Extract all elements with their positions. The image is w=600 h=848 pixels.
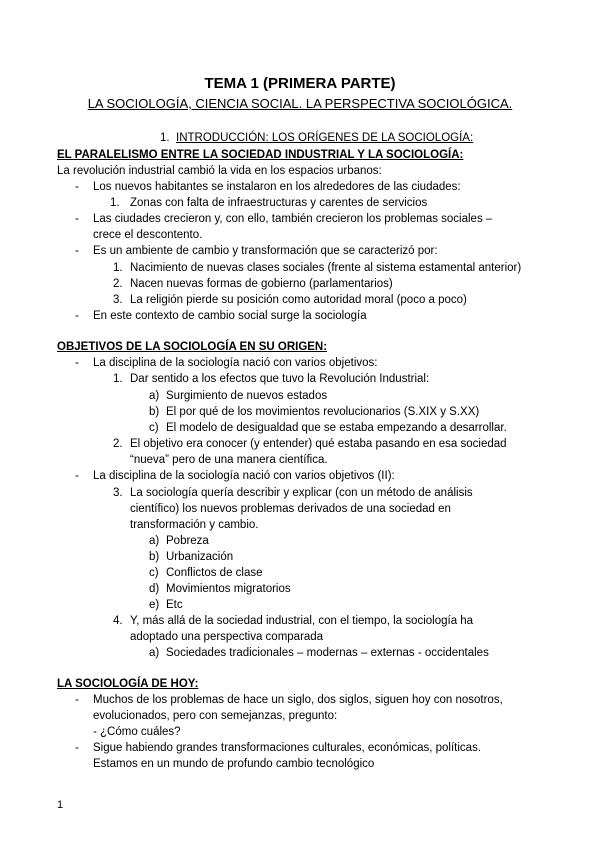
bullet-dash: - xyxy=(75,310,79,322)
bullet-dash: - xyxy=(75,470,79,482)
list-number: 3. xyxy=(113,294,123,306)
list-item: Sociedades tradicionales – modernas – externas - occidentales xyxy=(166,647,489,659)
section-number: 1. xyxy=(160,132,170,144)
list-letter: d) xyxy=(149,583,160,595)
bullet-dash: - xyxy=(75,742,79,754)
list-item: Movimientos migratorios xyxy=(166,583,291,595)
list-number: 3. xyxy=(113,487,123,499)
bullet-dash: - xyxy=(75,213,79,225)
list-item-continued: adoptado una perspectiva comparada xyxy=(130,631,324,643)
list-item-continued: evolucionados, pero con semejanzas, pregunto: xyxy=(93,710,338,722)
list-item: Nacimiento de nuevas clases sociales (frente al sistema estamental anterior) xyxy=(130,262,522,274)
list-letter: a) xyxy=(149,647,160,659)
list-number: 4. xyxy=(113,615,123,627)
document-subtitle: LA SOCIOLOGÍA, CIENCIA SOCIAL. LA PERSPECTIVA SOCIOLÓGICA. xyxy=(87,96,513,111)
list-item-continued: Estamos en un mundo de profundo cambio tecnológico xyxy=(93,758,375,770)
list-letter: b) xyxy=(149,551,160,563)
list-number: 1. xyxy=(113,262,123,274)
list-item-continued: crece el descontento. xyxy=(93,229,203,241)
list-item: Pobreza xyxy=(166,535,209,547)
list-item-continued: científico) los nuevos problemas derivados de una sociedad en xyxy=(130,503,451,515)
bullet-dash: - xyxy=(75,245,79,257)
list-item: Surgimiento de nuevos estados xyxy=(166,390,328,402)
bullet-dash: - xyxy=(75,357,79,369)
list-number: 1. xyxy=(113,373,123,385)
list-item-continued: transformación y cambio. xyxy=(130,519,259,531)
list-item: La sociología quería describir y explicar (con un método de análisis xyxy=(130,487,473,499)
list-number: 2. xyxy=(113,278,123,290)
list-letter: c) xyxy=(149,422,159,434)
heading-sociologia-hoy: LA SOCIOLOGÍA DE HOY: xyxy=(57,678,199,690)
list-item: Nacen nuevas formas de gobierno (parlamentarios) xyxy=(130,278,393,290)
bullet-dash: - xyxy=(75,181,79,193)
list-letter: b) xyxy=(149,406,160,418)
list-item-continued: - ¿Cómo cuáles? xyxy=(93,726,181,738)
list-item: El por qué de los movimientos revolucionarios (S.XIX y S.XX) xyxy=(166,406,480,418)
list-item: El objetivo era conocer (y entender) qué estaba pasando en esa sociedad xyxy=(130,438,507,450)
list-item: Dar sentido a los efectos que tuvo la Revolución Industrial: xyxy=(130,373,430,385)
list-number: 2. xyxy=(113,438,123,450)
list-item: Sigue habiendo grandes transformaciones culturales, económicas, políticas. xyxy=(93,742,482,754)
list-letter: c) xyxy=(149,567,159,579)
bullet-dash: - xyxy=(75,694,79,706)
document-title: TEMA 1 (PRIMERA PARTE) xyxy=(204,75,396,92)
heading-objetivos: OBJETIVOS DE LA SOCIOLOGÍA EN SU ORIGEN: xyxy=(57,341,328,353)
list-letter: a) xyxy=(149,390,160,402)
page-number: 1 xyxy=(57,799,64,811)
list-number: 1. xyxy=(110,197,120,209)
list-item-continued: “nueva” pero de una manera científica. xyxy=(130,454,328,466)
section-title: INTRODUCCIÓN: LOS ORÍGENES DE LA SOCIOLOGÍA: xyxy=(176,132,474,144)
list-item: La disciplina de la sociología nació con varios objetivos: xyxy=(93,357,378,369)
list-item: Y, más allá de la sociedad industrial, con el tiempo, la sociología ha xyxy=(130,615,474,627)
heading-paralelismo: EL PARALELISMO ENTRE LA SOCIEDAD INDUSTRIAL Y LA SOCIOLOGÍA: xyxy=(57,149,464,161)
list-item: Las ciudades crecieron y, con ello, también crecieron los problemas sociales – xyxy=(93,213,493,225)
list-item: Zonas con falta de infraestructuras y carentes de servicios xyxy=(130,197,428,209)
list-item: Muchos de los problemas de hace un siglo, dos siglos, siguen hoy con nosotros, xyxy=(93,694,503,706)
list-item: Etc xyxy=(166,599,183,611)
list-item: El modelo de desigualdad que se estaba empezando a desarrollar. xyxy=(166,422,507,434)
list-item: Urbanización xyxy=(166,551,234,563)
list-item: Conflictos de clase xyxy=(166,567,263,579)
list-item: La religión pierde su posición como autoridad moral (poco a poco) xyxy=(130,294,467,306)
list-item: Los nuevos habitantes se instalaron en los alrededores de las ciudades: xyxy=(93,181,461,193)
list-item: La disciplina de la sociología nació con varios objetivos (II): xyxy=(93,470,395,482)
list-item: En este contexto de cambio social surge la sociología xyxy=(93,310,367,322)
list-letter: a) xyxy=(149,535,160,547)
list-letter: e) xyxy=(149,599,160,611)
paragraph-intro: La revolución industrial cambió la vida en los espacios urbanos: xyxy=(57,165,382,177)
list-item: Es un ambiente de cambio y transformación que se caracterizó por: xyxy=(93,245,438,257)
